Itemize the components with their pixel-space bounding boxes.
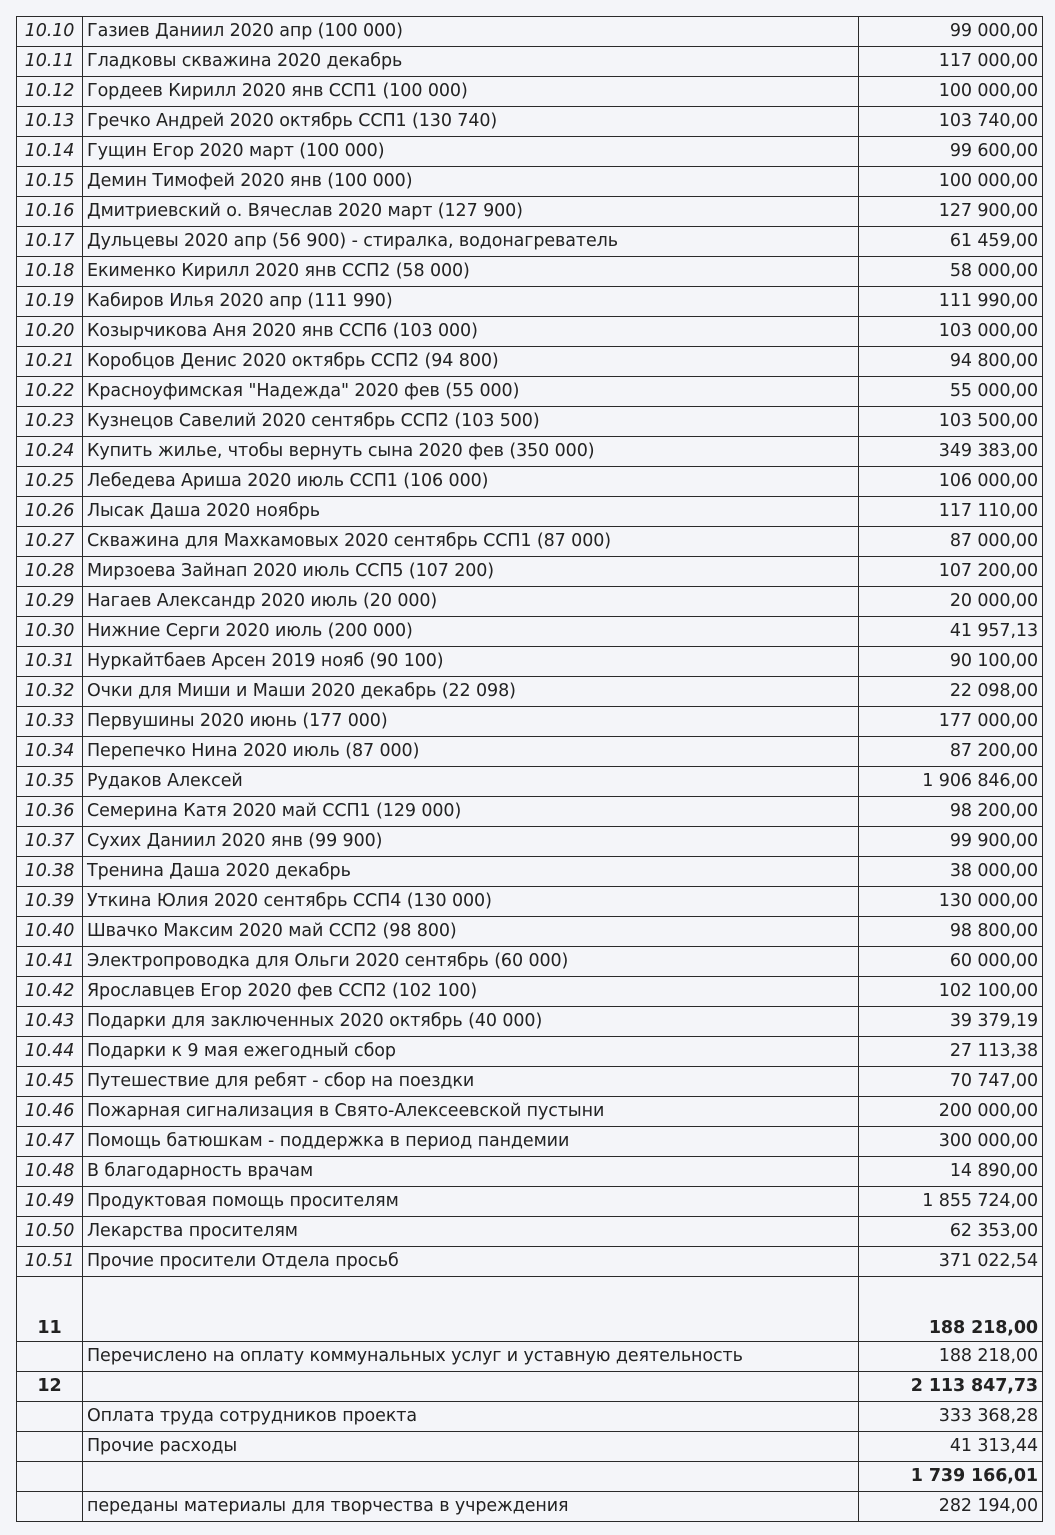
row-description: Гущин Егор 2020 март (100 000) <box>83 137 859 167</box>
table-row <box>17 527 1043 557</box>
row-number: 10.15 <box>17 167 83 197</box>
table-row <box>17 107 1043 137</box>
row-description: Электропроводка для Ольги 2020 сентябрь (60 000) <box>83 947 859 977</box>
row-number: 10.49 <box>17 1187 83 1217</box>
row-number: 10.20 <box>17 317 83 347</box>
row-amount: 111 990,00 <box>859 287 1043 317</box>
row-amount: 60 000,00 <box>859 947 1043 977</box>
table-row <box>17 77 1043 107</box>
row-number: 10.39 <box>17 887 83 917</box>
subtotal-row <box>17 1462 1043 1492</box>
row-description: Продуктовая помощь просителям <box>83 1187 859 1217</box>
row-description: Очки для Миши и Маши 2020 декабрь (22 098) <box>83 677 859 707</box>
row-description: Первушины 2020 июнь (177 000) <box>83 707 859 737</box>
row-amount: 90 100,00 <box>859 647 1043 677</box>
row-amount: 41 957,13 <box>859 617 1043 647</box>
row-number: 10.35 <box>17 767 83 797</box>
table-row <box>17 1157 1043 1187</box>
row-number: 10.28 <box>17 557 83 587</box>
row-amount: 94 800,00 <box>859 347 1043 377</box>
row-number: 10.33 <box>17 707 83 737</box>
row-amount: 55 000,00 <box>859 377 1043 407</box>
row-description: Дульцевы 2020 апр (56 900) - стиралка, водонагреватель <box>83 227 859 257</box>
table-row <box>17 1067 1043 1097</box>
table-row <box>17 947 1043 977</box>
row-amount: 282 194,00 <box>859 1492 1043 1522</box>
row-number: 10.29 <box>17 587 83 617</box>
row-description: Кузнецов Савелий 2020 сентябрь ССП2 (103 500) <box>83 407 859 437</box>
row-number: 11 <box>17 1277 83 1342</box>
section-11-total: 188 218,00 <box>859 1277 1043 1342</box>
row-amount: 87 000,00 <box>859 527 1043 557</box>
row-number: 10.31 <box>17 647 83 677</box>
table-row <box>17 497 1043 527</box>
row-amount: 103 740,00 <box>859 107 1043 137</box>
section-12-line-row <box>17 1432 1043 1462</box>
row-number: 10.18 <box>17 257 83 287</box>
row-amount: 98 800,00 <box>859 917 1043 947</box>
row-description: Дмитриевский о. Вячеслав 2020 март (127 900) <box>83 197 859 227</box>
row-description: Купить жилье, чтобы вернуть сына 2020 фев (350 000) <box>83 437 859 467</box>
row-amount: 1 855 724,00 <box>859 1187 1043 1217</box>
table-row <box>17 317 1043 347</box>
row-description: Помощь батюшкам - поддержка в период пандемии <box>83 1127 859 1157</box>
row-number: 10.42 <box>17 977 83 1007</box>
table-row <box>17 1127 1043 1157</box>
row-number: 10.26 <box>17 497 83 527</box>
row-number: 10.37 <box>17 827 83 857</box>
row-amount: 99 900,00 <box>859 827 1043 857</box>
row-number: 10.51 <box>17 1247 83 1277</box>
table-row <box>17 977 1043 1007</box>
table-row <box>17 47 1043 77</box>
row-number: 10.21 <box>17 347 83 377</box>
table-row <box>17 707 1043 737</box>
expense-table <box>16 16 1043 1522</box>
row-amount: 62 353,00 <box>859 1217 1043 1247</box>
table-row <box>17 1247 1043 1277</box>
section-11-row <box>17 1277 1043 1342</box>
row-description: Нижние Серги 2020 июль (200 000) <box>83 617 859 647</box>
expense-report-sheet <box>16 16 1042 1522</box>
row-amount: 103 500,00 <box>859 407 1043 437</box>
row-description: Лебедева Ариша 2020 июль ССП1 (106 000) <box>83 467 859 497</box>
table-row <box>17 167 1043 197</box>
row-description: Рудаков Алексей <box>83 767 859 797</box>
table-row <box>17 1217 1043 1247</box>
row-number: 10.45 <box>17 1067 83 1097</box>
row-description: Лысак Даша 2020 ноябрь <box>83 497 859 527</box>
row-description: Гордеев Кирилл 2020 янв ССП1 (100 000) <box>83 77 859 107</box>
expense-rows <box>17 17 1043 1277</box>
row-number: 10.50 <box>17 1217 83 1247</box>
row-number: 10.34 <box>17 737 83 767</box>
row-number: 10.10 <box>17 17 83 47</box>
row-amount: 1 906 846,00 <box>859 767 1043 797</box>
table-row <box>17 737 1043 767</box>
row-amount: 106 000,00 <box>859 467 1043 497</box>
row-description: Тренина Даша 2020 декабрь <box>83 857 859 887</box>
row-number: 10.36 <box>17 797 83 827</box>
row-description: Красноуфимская "Надежда" 2020 фев (55 000) <box>83 377 859 407</box>
row-number: 10.17 <box>17 227 83 257</box>
row-amount: 100 000,00 <box>859 77 1043 107</box>
row-description: Прочие расходы <box>83 1432 859 1462</box>
table-row <box>17 797 1043 827</box>
table-row <box>17 227 1043 257</box>
row-amount: 58 000,00 <box>859 257 1043 287</box>
table-row <box>17 467 1043 497</box>
row-number <box>17 1492 83 1522</box>
row-amount: 117 000,00 <box>859 47 1043 77</box>
row-number: 10.41 <box>17 947 83 977</box>
table-row <box>17 377 1043 407</box>
row-number: 10.16 <box>17 197 83 227</box>
row-amount: 333 368,28 <box>859 1402 1043 1432</box>
table-row <box>17 1097 1043 1127</box>
final-line-row <box>17 1492 1043 1522</box>
table-row <box>17 827 1043 857</box>
row-number: 10.32 <box>17 677 83 707</box>
row-number: 10.22 <box>17 377 83 407</box>
row-description: Козырчикова Аня 2020 янв ССП6 (103 000) <box>83 317 859 347</box>
row-number <box>17 1402 83 1432</box>
table-row <box>17 857 1043 887</box>
table-row <box>17 437 1043 467</box>
section-12-line-row <box>17 1402 1043 1432</box>
table-row <box>17 617 1043 647</box>
row-number: 10.47 <box>17 1127 83 1157</box>
row-description: Екименко Кирилл 2020 янв ССП2 (58 000) <box>83 257 859 287</box>
row-number <box>17 1432 83 1462</box>
row-amount: 127 900,00 <box>859 197 1043 227</box>
row-number: 10.40 <box>17 917 83 947</box>
row-number: 10.27 <box>17 527 83 557</box>
row-description: Семерина Катя 2020 май ССП1 (129 000) <box>83 797 859 827</box>
row-description: Перечислено на оплату коммунальных услуг и уставную деятельность <box>83 1342 859 1372</box>
row-description: Кабиров Илья 2020 апр (111 990) <box>83 287 859 317</box>
row-number: 10.12 <box>17 77 83 107</box>
row-description: Лекарства просителям <box>83 1217 859 1247</box>
table-row <box>17 887 1043 917</box>
row-description: Мирзоева Зайнап 2020 июль ССП5 (107 200) <box>83 557 859 587</box>
row-description <box>83 1462 859 1492</box>
table-row <box>17 17 1043 47</box>
table-row <box>17 347 1043 377</box>
row-description: Гладковы скважина 2020 декабрь <box>83 47 859 77</box>
row-number: 10.48 <box>17 1157 83 1187</box>
row-number: 10.30 <box>17 617 83 647</box>
row-number: 10.13 <box>17 107 83 137</box>
table-row <box>17 587 1043 617</box>
row-description: Перепечко Нина 2020 июль (87 000) <box>83 737 859 767</box>
row-number: 10.11 <box>17 47 83 77</box>
table-row <box>17 137 1043 167</box>
row-amount: 188 218,00 <box>859 1342 1043 1372</box>
row-amount: 20 000,00 <box>859 587 1043 617</box>
row-description: Оплата труда сотрудников проекта <box>83 1402 859 1432</box>
table-row <box>17 917 1043 947</box>
row-amount: 87 200,00 <box>859 737 1043 767</box>
row-description: Швачко Максим 2020 май ССП2 (98 800) <box>83 917 859 947</box>
table-row <box>17 647 1043 677</box>
row-amount: 39 379,19 <box>859 1007 1043 1037</box>
row-number <box>17 1342 83 1372</box>
row-amount: 130 000,00 <box>859 887 1043 917</box>
row-amount: 38 000,00 <box>859 857 1043 887</box>
table-row <box>17 767 1043 797</box>
row-amount: 22 098,00 <box>859 677 1043 707</box>
row-description: Нагаев Александр 2020 июль (20 000) <box>83 587 859 617</box>
row-amount: 61 459,00 <box>859 227 1043 257</box>
row-number <box>17 1462 83 1492</box>
row-amount: 103 000,00 <box>859 317 1043 347</box>
row-number: 10.14 <box>17 137 83 167</box>
row-description: переданы материалы для творчества в учреждения <box>83 1492 859 1522</box>
row-number: 10.43 <box>17 1007 83 1037</box>
row-amount: 177 000,00 <box>859 707 1043 737</box>
row-amount: 99 600,00 <box>859 137 1043 167</box>
row-description: В благодарность врачам <box>83 1157 859 1187</box>
row-amount: 371 022,54 <box>859 1247 1043 1277</box>
row-description: Газиев Даниил 2020 апр (100 000) <box>83 17 859 47</box>
row-description: Гречко Андрей 2020 октябрь ССП1 (130 740) <box>83 107 859 137</box>
table-row <box>17 257 1043 287</box>
row-number: 10.46 <box>17 1097 83 1127</box>
row-amount: 99 000,00 <box>859 17 1043 47</box>
row-amount: 349 383,00 <box>859 437 1043 467</box>
row-amount: 70 747,00 <box>859 1067 1043 1097</box>
row-description: Подарки для заключенных 2020 октябрь (40 000) <box>83 1007 859 1037</box>
row-description: Уткина Юлия 2020 сентябрь ССП4 (130 000) <box>83 887 859 917</box>
row-description: Демин Тимофей 2020 янв (100 000) <box>83 167 859 197</box>
row-amount: 100 000,00 <box>859 167 1043 197</box>
section-12-total: 2 113 847,73 <box>859 1372 1043 1402</box>
table-row <box>17 1037 1043 1067</box>
row-description <box>83 1277 859 1342</box>
table-row <box>17 557 1043 587</box>
section-12-row <box>17 1372 1043 1402</box>
row-amount: 200 000,00 <box>859 1097 1043 1127</box>
row-amount: 14 890,00 <box>859 1157 1043 1187</box>
row-description <box>83 1372 859 1402</box>
table-row <box>17 1187 1043 1217</box>
section-11-detail-row <box>17 1342 1043 1372</box>
row-description: Подарки к 9 мая ежегодный сбор <box>83 1037 859 1067</box>
row-description: Прочие просители Отдела просьб <box>83 1247 859 1277</box>
row-amount: 102 100,00 <box>859 977 1043 1007</box>
row-description: Пожарная сигнализация в Свято-Алексеевской пустыни <box>83 1097 859 1127</box>
row-number: 10.44 <box>17 1037 83 1067</box>
row-number: 10.38 <box>17 857 83 887</box>
summary-rows <box>17 1277 1043 1522</box>
row-description: Ярославцев Егор 2020 фев ССП2 (102 100) <box>83 977 859 1007</box>
table-row <box>17 287 1043 317</box>
row-amount: 117 110,00 <box>859 497 1043 527</box>
row-number: 10.24 <box>17 437 83 467</box>
row-amount: 107 200,00 <box>859 557 1043 587</box>
row-amount: 98 200,00 <box>859 797 1043 827</box>
table-row <box>17 407 1043 437</box>
row-number: 10.25 <box>17 467 83 497</box>
table-row <box>17 1007 1043 1037</box>
subtotal-amount: 1 739 166,01 <box>859 1462 1043 1492</box>
row-description: Нуркайтбаев Арсен 2019 нояб (90 100) <box>83 647 859 677</box>
row-description: Скважина для Махкамовых 2020 сентябрь ССП1 (87 000) <box>83 527 859 557</box>
table-row <box>17 677 1043 707</box>
row-description: Сухих Даниил 2020 янв (99 900) <box>83 827 859 857</box>
table-row <box>17 197 1043 227</box>
row-number: 10.19 <box>17 287 83 317</box>
row-number: 10.23 <box>17 407 83 437</box>
row-number: 12 <box>17 1372 83 1402</box>
row-amount: 300 000,00 <box>859 1127 1043 1157</box>
row-amount: 41 313,44 <box>859 1432 1043 1462</box>
row-amount: 27 113,38 <box>859 1037 1043 1067</box>
row-description: Путешествие для ребят - сбор на поездки <box>83 1067 859 1097</box>
row-description: Коробцов Денис 2020 октябрь ССП2 (94 800) <box>83 347 859 377</box>
